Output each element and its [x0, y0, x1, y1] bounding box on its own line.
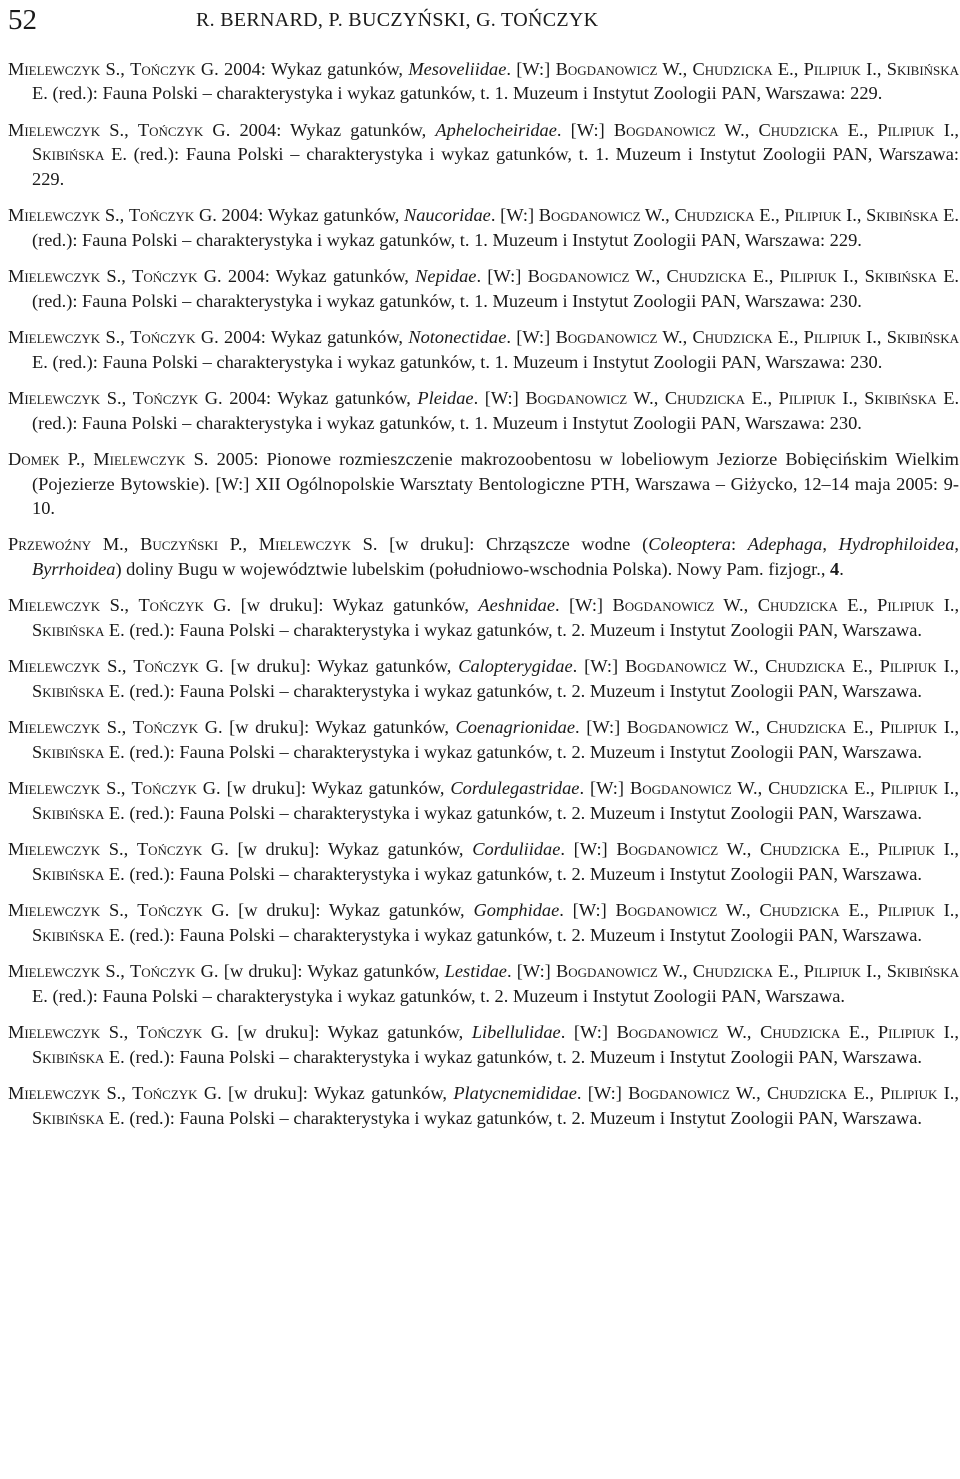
reference-text: , — [869, 1083, 881, 1104]
author-name: Bogdanowicz W. — [616, 1022, 747, 1043]
reference-text: , — [123, 1022, 137, 1043]
reference-text: , — [119, 205, 129, 226]
reference-text: . [W:] — [559, 900, 616, 921]
author-name: Chudzicka E. — [758, 119, 864, 140]
author-name: Bogdanowicz W. — [555, 327, 683, 348]
author-name: Pilipiuk I. — [877, 595, 955, 616]
reference-text: . [W:] — [506, 327, 556, 348]
author-name: Mielewczyk S. — [8, 327, 121, 348]
reference-text: (red.): Fauna Polski – charakterystyka i wykaz gatunków, t. 2. Muzeum i Instytut Zoologii PAN, Warszawa. — [47, 985, 846, 1006]
author-name: Mielewczyk S. — [8, 205, 120, 226]
reference-text: , — [793, 327, 804, 348]
author-name: Chudzicka E. — [768, 778, 871, 799]
reference-text: , — [682, 961, 693, 982]
reference-text: [w druku]: Wykaz gatunków, — [228, 1022, 472, 1043]
author-name: Chudzicka E. — [767, 1083, 870, 1104]
reference-text: [w druku]: Chrząszcze wodne ( — [377, 534, 649, 555]
author-name: Tończyk G. — [130, 59, 219, 79]
author-name: Skibińska E. — [32, 741, 125, 762]
reference-text: . [W:] — [572, 656, 626, 677]
author-name: Chudzicka E. — [674, 205, 776, 226]
reference-text: (red.): Fauna Polski – charakterystyka i wykaz gatunków, t. 2. Muzeum i Instytut Zoologii PAN, Warszawa. — [124, 924, 922, 945]
reference-text: , — [755, 717, 767, 738]
reference-text: , — [954, 1022, 960, 1043]
author-name: Bogdanowicz W. — [612, 595, 744, 616]
reference-text: [w druku]: Wykaz gatunków, — [228, 839, 473, 860]
reference-text: [w druku]: Wykaz gatunków, — [222, 717, 456, 738]
reference-text: , — [954, 534, 960, 555]
reference-text: 2004: Wykaz gatunków, — [218, 59, 409, 79]
author-name: Tończyk G. — [130, 327, 219, 348]
author-name: Mielewczyk S. — [93, 449, 209, 470]
taxon-name: Byrrhoidea — [32, 558, 116, 579]
taxon-name: Corduliidae — [472, 839, 561, 860]
author-name: Bogdanowicz W. — [613, 119, 745, 140]
reference-list — [8, 57, 959, 1142]
author-name: Tończyk G. — [132, 266, 222, 287]
reference-text: , — [121, 266, 133, 287]
author-name: Chudzicka E. — [692, 59, 794, 79]
reference-entry — [8, 837, 959, 886]
reference-entry — [8, 1081, 959, 1130]
reference-text: . [W:] — [473, 388, 526, 409]
author-name: Mielewczyk S. — [8, 59, 121, 79]
reference-entry — [8, 654, 959, 703]
author-name: Mielewczyk S. — [8, 839, 124, 860]
reference-text: , — [853, 266, 865, 287]
reference-entry — [8, 776, 959, 825]
reference-entry — [8, 203, 959, 252]
author-name: Tończyk G. — [136, 1022, 229, 1043]
author-name: Skibińska E. — [32, 327, 960, 372]
author-name: Mielewczyk S. — [258, 534, 378, 555]
reference-text: , — [876, 59, 887, 79]
reference-entry — [8, 1020, 959, 1069]
author-name: Pilipiuk I. — [803, 961, 877, 982]
reference-entry — [8, 959, 959, 1008]
reference-text: . [W:] — [560, 839, 617, 860]
reference-text: , — [775, 205, 785, 226]
volume-number: 4 — [830, 558, 840, 579]
reference-text: . [W:] — [575, 717, 627, 738]
author-name: Skibińska E. — [866, 205, 959, 226]
taxon-name: Libellulidae — [471, 1022, 561, 1043]
author-name: Skibińska E. — [32, 1107, 125, 1128]
author-name: Pilipiuk I. — [784, 205, 857, 226]
running-head: R. BERNARD, P. BUCZYŃSKI, G. TOŃCZYK — [196, 9, 599, 31]
author-name: Mielewczyk S. — [8, 778, 121, 799]
reference-text: , — [768, 266, 780, 287]
reference-text: [w druku]: Wykaz gatunków, — [220, 778, 451, 799]
reference-entry — [8, 715, 959, 764]
author-name: Bogdanowicz W. — [525, 388, 654, 409]
author-name: Tończyk G. — [128, 205, 217, 226]
reference-text: (red.): Fauna Polski – charakterystyka i wykaz gatunków, t. 1. Muzeum i Instytut Zoologii PAN, Warszawa: 230. — [47, 351, 883, 372]
author-name: Chudzicka E. — [765, 656, 869, 677]
reference-text: (red.): Fauna Polski – charakterystyka i wykaz gatunków, t. 2. Muzeum i Instytut Zoologii PAN, Warszawa. — [124, 802, 922, 823]
reference-text: , — [120, 961, 131, 982]
reference-text: , — [870, 778, 881, 799]
reference-text: , — [757, 778, 769, 799]
reference-entry — [8, 898, 959, 947]
reference-text: , — [121, 656, 134, 677]
author-name: Pilipiuk I. — [779, 266, 854, 287]
author-name: Bogdanowicz W. — [625, 656, 754, 677]
reference-text: (red.): Fauna Polski – charakterystyka i wykaz gatunków, t. 2. Muzeum i Instytut Zoologii PAN, Warszawa. — [124, 1046, 922, 1067]
author-name: Tończyk G. — [137, 119, 231, 140]
reference-text: (red.): Fauna Polski – charakterystyka i wykaz gatunków, t. 1. Muzeum i Instytut Zoologii PAN, Warszawa: 229. — [32, 144, 959, 189]
taxon-name: Nepidae — [415, 266, 477, 287]
reference-text: , — [864, 900, 878, 921]
reference-text: [w druku]: Wykaz gatunków, — [229, 900, 474, 921]
author-name: Skibińska E. — [32, 619, 125, 640]
reference-text: . [W:] — [579, 778, 630, 799]
reference-text: (red.): Fauna Polski – charakterystyka i wykaz gatunków, t. 1. Muzeum i Instytut Zoologii PAN, Warszawa: 230. — [32, 290, 862, 311]
reference-text: [w druku]: Wykaz gatunków, — [218, 961, 445, 982]
author-name: Skibińska E. — [864, 266, 960, 287]
reference-entry — [8, 447, 959, 520]
author-name: Tończyk G. — [132, 388, 223, 409]
author-name: Domek P. — [8, 449, 81, 470]
taxon-name: Aeshnidae — [478, 595, 555, 616]
reference-text: , — [793, 961, 804, 982]
reference-text: , — [822, 534, 839, 555]
author-name: Mielewczyk S. — [8, 388, 122, 409]
reference-entry — [8, 532, 959, 581]
author-name: Skibińska E. — [32, 863, 125, 884]
reference-text: (red.): Fauna Polski – charakterystyka i wykaz gatunków, t. 1. Muzeum i Instytut Zoologii PAN, Warszawa: 229. — [32, 229, 862, 250]
author-name: Chudzicka E. — [759, 839, 865, 860]
author-name: Bogdanowicz W. — [616, 839, 747, 860]
reference-text: , — [753, 656, 766, 677]
reference-text: , — [123, 534, 141, 555]
reference-entry — [8, 386, 959, 435]
reference-text: , — [124, 595, 139, 616]
author-name: Bogdanowicz W. — [629, 778, 758, 799]
author-name: Pilipiuk I. — [880, 717, 955, 738]
author-name: Pilipiuk I. — [778, 388, 854, 409]
reference-text: , — [954, 717, 960, 738]
author-name: Mielewczyk S. — [8, 900, 124, 921]
reference-text: , — [793, 59, 804, 79]
author-name: Pilipiuk I. — [877, 839, 955, 860]
author-name: Chudzicka E. — [766, 717, 869, 738]
reference-entry — [8, 325, 959, 374]
author-name: Pilipiuk I. — [879, 656, 955, 677]
author-name: Skibińska E. — [32, 680, 125, 701]
reference-text: , — [121, 1083, 133, 1104]
reference-text: . [W:] — [476, 266, 528, 287]
reference-text: . [W:] — [576, 1083, 629, 1104]
author-name: Skibińska E. — [864, 388, 960, 409]
taxon-name: Pleidae — [417, 388, 474, 409]
reference-text: , — [123, 839, 137, 860]
author-name: Chudzicka E. — [760, 1022, 865, 1043]
reference-text: , — [954, 900, 959, 921]
taxon-name: Cordulegastridae — [450, 778, 580, 799]
reference-text: 2004: Wykaz gatunków, — [221, 266, 416, 287]
reference-entry — [8, 593, 959, 642]
author-name: Mielewczyk S. — [8, 595, 125, 616]
author-name: Skibińska E. — [32, 59, 960, 104]
author-name: Bogdanowicz W. — [628, 1083, 757, 1104]
author-name: Mielewczyk S. — [8, 266, 122, 287]
author-name: Pilipiuk I. — [877, 119, 955, 140]
author-name: Buczyński P. — [140, 534, 243, 555]
reference-text: , — [767, 388, 779, 409]
reference-text: , — [682, 327, 693, 348]
reference-text: , — [876, 327, 887, 348]
reference-text: (red.): Fauna Polski – charakterystyka i wykaz gatunków, t. 1. Muzeum i Instytut Zoologii PAN, Warszawa: 229. — [47, 83, 883, 104]
reference-text: ) doliny Bugu w województwie lubelskim (południowo-wschodnia Polska). Nowy Pam. fizjogr., — [115, 558, 831, 579]
reference-text: , — [868, 717, 880, 738]
reference-entry — [8, 57, 959, 106]
author-name: Tończyk G. — [130, 961, 219, 982]
reference-text: , — [954, 1083, 960, 1104]
reference-text: , — [876, 961, 887, 982]
reference-text: , — [863, 119, 878, 140]
author-name: Chudzicka E. — [759, 900, 865, 921]
reference-text: (red.): Fauna Polski – charakterystyka i wykaz gatunków, t. 2. Muzeum i Instytut Zoologii PAN, Warszawa. — [124, 863, 922, 884]
reference-text: , — [864, 1022, 878, 1043]
taxon-name: Naucoridae — [403, 205, 491, 226]
reference-text: . [W:] — [506, 961, 557, 982]
reference-text: , — [655, 266, 667, 287]
reference-entry — [8, 264, 959, 313]
reference-text: , — [744, 119, 759, 140]
taxon-name: Calopterygidae — [458, 656, 573, 677]
reference-text: (red.): Fauna Polski – charakterystyka i wykaz gatunków, t. 1. Muzeum i Instytut Zoologii PAN, Warszawa: 230. — [32, 412, 862, 433]
taxon-name: Aphelocheiridae — [435, 119, 557, 140]
reference-text: . [W:] — [490, 205, 539, 226]
taxon-name: Lestidae — [444, 961, 507, 982]
author-name: Przewoźny M. — [8, 534, 124, 555]
author-name: Bogdanowicz W. — [555, 59, 683, 79]
author-name: Skibińska E. — [32, 1046, 125, 1067]
reference-text: , — [746, 900, 760, 921]
reference-text: , — [853, 388, 865, 409]
reference-text: : — [730, 534, 748, 555]
reference-text: 2005: Pionowe rozmieszczenie makrozoobentosu w lobeliowym Jeziorze Bobięcińskim Wielkim (Pojezierze Bytowskie). [W:] XII Ogólnopolskie Warsztaty Bentologiczne PTH, Warszawa – Giżycko, 12–14 maja 2005: 9-10. — [32, 449, 959, 518]
reference-text: , — [120, 59, 131, 79]
reference-entry — [8, 118, 959, 191]
author-name: Bogdanowicz W. — [538, 205, 666, 226]
taxon-name: Adephaga — [747, 534, 823, 555]
reference-text: . [W:] — [555, 595, 613, 616]
reference-text: , — [121, 717, 133, 738]
taxon-name: Notonectidae — [408, 327, 507, 348]
reference-text: (red.): Fauna Polski – charakterystyka i wykaz gatunków, t. 2. Muzeum i Instytut Zoologii PAN, Warszawa. — [124, 1107, 922, 1128]
author-name: Pilipiuk I. — [877, 900, 955, 921]
reference-text: , — [123, 900, 138, 921]
author-name: Pilipiuk I. — [803, 59, 877, 79]
reference-text: , — [864, 839, 878, 860]
reference-text: , — [954, 119, 960, 140]
reference-text: 2004: Wykaz gatunków, — [218, 327, 409, 348]
author-name: Tończyk G. — [137, 900, 230, 921]
author-name: Skibińska E. — [32, 144, 127, 165]
reference-text: . [W:] — [506, 59, 556, 79]
author-name: Pilipiuk I. — [803, 327, 877, 348]
reference-text: , — [856, 205, 867, 226]
reference-text: 2004: Wykaz gatunków, — [216, 205, 404, 226]
reference-text: [w druku]: Wykaz gatunków, — [231, 595, 479, 616]
reference-text: , — [743, 595, 758, 616]
author-name: Chudzicka E. — [664, 388, 768, 409]
author-name: Mielewczyk S. — [8, 717, 122, 738]
reference-text: , — [746, 839, 760, 860]
reference-text: , — [120, 778, 132, 799]
taxon-name: Coenagrionidae — [455, 717, 576, 738]
reference-text: (red.): Fauna Polski – charakterystyka i wykaz gatunków, t. 2. Muzeum i Instytut Zoologii PAN, Warszawa. — [124, 741, 922, 762]
author-name: Mielewczyk S. — [8, 961, 121, 982]
reference-text: , — [756, 1083, 768, 1104]
reference-text: , — [665, 205, 675, 226]
reference-text: . [W:] — [556, 119, 614, 140]
reference-text: , — [954, 656, 960, 677]
reference-text: [w druku]: Wykaz gatunków, — [223, 656, 459, 677]
taxon-name: Coleoptera — [648, 534, 731, 555]
reference-text: 2004: Wykaz gatunków, — [230, 119, 436, 140]
reference-text: , — [242, 534, 259, 555]
reference-text: , — [80, 449, 94, 470]
author-name: Mielewczyk S. — [8, 1083, 122, 1104]
author-name: Mielewczyk S. — [8, 656, 122, 677]
reference-text: . [W:] — [560, 1022, 617, 1043]
author-name: Skibińska E. — [32, 961, 960, 1006]
author-name: Chudzicka E. — [692, 961, 794, 982]
reference-text: , — [746, 1022, 761, 1043]
author-name: Bogdanowicz W. — [615, 900, 747, 921]
author-name: Chudzicka E. — [692, 327, 794, 348]
reference-text: , — [120, 327, 131, 348]
taxon-name: Platycnemididae — [453, 1083, 577, 1104]
reference-text: , — [868, 656, 880, 677]
reference-text: , — [863, 595, 878, 616]
author-name: Mielewczyk S. — [8, 1022, 124, 1043]
author-name: Skibińska E. — [32, 802, 125, 823]
author-name: Tończyk G. — [132, 717, 223, 738]
author-name: Bogdanowicz W. — [527, 266, 656, 287]
author-name: Pilipiuk I. — [880, 1083, 955, 1104]
reference-text: , — [124, 119, 138, 140]
taxon-name: Gomphidae — [473, 900, 560, 921]
author-name: Pilipiuk I. — [877, 1022, 955, 1043]
author-name: Tończyk G. — [131, 778, 221, 799]
author-name: Tończyk G. — [136, 839, 229, 860]
taxon-name: Mesoveliidae — [408, 59, 507, 79]
reference-text: (red.): Fauna Polski – charakterystyka i wykaz gatunków, t. 2. Muzeum i Instytut Zoologii PAN, Warszawa. — [124, 619, 922, 640]
reference-text: , — [121, 388, 133, 409]
reference-text: , — [682, 59, 693, 79]
taxon-name: Hydrophiloidea — [838, 534, 955, 555]
reference-text: . — [839, 558, 844, 579]
page-number: 52 — [8, 4, 37, 36]
author-name: Chudzicka E. — [666, 266, 769, 287]
author-name: Tończyk G. — [132, 1083, 222, 1104]
author-name: Mielewczyk S. — [8, 119, 125, 140]
reference-text: , — [954, 595, 960, 616]
reference-text: 2004: Wykaz gatunków, — [222, 388, 418, 409]
author-name: Tończyk G. — [133, 656, 224, 677]
author-name: Bogdanowicz W. — [556, 961, 683, 982]
author-name: Skibińska E. — [32, 924, 125, 945]
reference-text: , — [954, 839, 960, 860]
author-name: Bogdanowicz W. — [626, 717, 756, 738]
reference-text: , — [954, 778, 960, 799]
author-name: Pilipiuk I. — [880, 778, 955, 799]
reference-text: , — [653, 388, 665, 409]
reference-text: (red.): Fauna Polski – charakterystyka i wykaz gatunków, t. 2. Muzeum i Instytut Zoologii PAN, Warszawa. — [124, 680, 922, 701]
author-name: Chudzicka E. — [757, 595, 864, 616]
reference-text: [w druku]: Wykaz gatunków, — [221, 1083, 454, 1104]
author-name: Tończyk G. — [138, 595, 232, 616]
